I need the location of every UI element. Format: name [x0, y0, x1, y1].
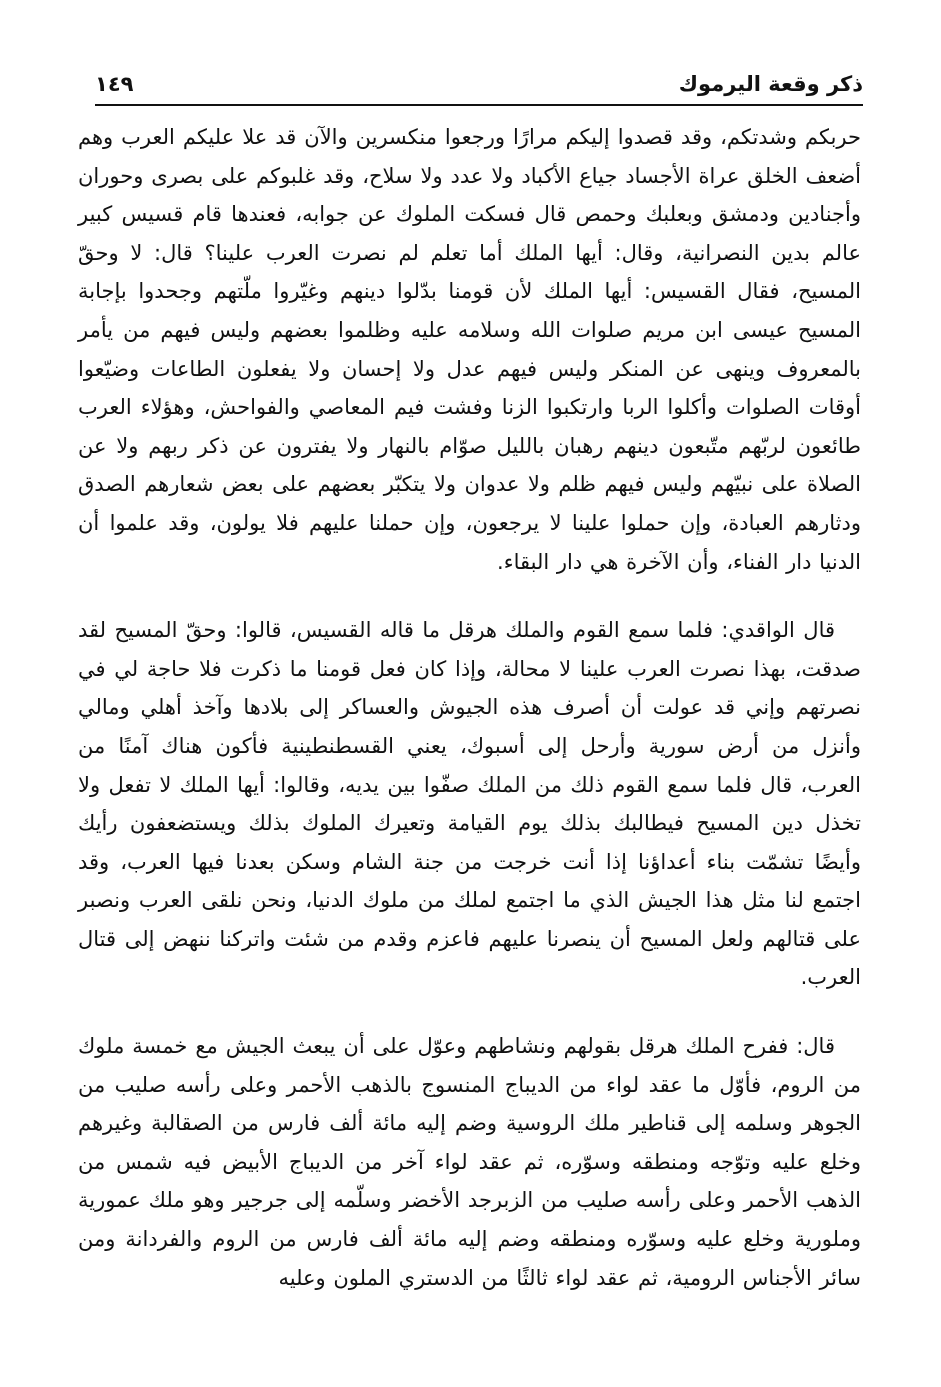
body-text [78, 118, 861, 1297]
page-number: ١٤٩ [95, 72, 134, 96]
paragraph-1: حربكم وشدتكم، وقد قصدوا إليكم مرارًا ورجعوا منكسرين والآن قد علا عليكم العرب وهم أضعف الخلق عراة الأجساد جياع الأكباد ولا عدد ولا سلاح، وقد غلبوكم على بصرى وحوران وأجنادين ودمشق وبعلبك وحمص قال فسكت الملوك عن جوابه، فعندها قام قسيس كبير عالم بدين النصرانية، وقال: أيها الملك أما تعلم لم نصرت العرب علينا؟ قال: لا وحقّ المسيح، فقال القسيس: أيها الملك لأن قومنا بدّلوا دينهم وغيّروا ملّتهم وجحدوا بإجابة المسيح عيسى ابن مريم صلوات الله وسلامه عليه وظلموا بعضهم وليس فيهم من يأمر بالمعروف وينهى عن المنكر وليس فيهم عدل ولا إحسان ولا يفعلون الطاعات وضيّعوا أوقات الصلوات وأكلوا الربا وارتكبوا الزنا وفشت فيم المعاصي والفواحش، وهؤلاء العرب طائعون لربّهم متّبعون دينهم رهبان بالليل صوّام بالنهار ولا يفترون عن ذكر ربهم ولا عن الصلاة على نبيّهم وليس فيهم ظلم ولا عدوان ولا يتكبّر بعضهم على بعض شعارهم الصدق ودثارهم العبادة، وإن حملوا علينا لا يرجعون، وإن حملنا عليهم فلا يولون، وقد علموا أن الدنيا دار الفناء، وأن الآخرة هي دار البقاء. [78, 125, 861, 574]
paragraph-2: قال الواقدي: فلما سمع القوم والملك هرقل ما قاله القسيس، قالوا: وحقّ المسيح لقد صدقت، بهذا نصرت العرب علينا لا محالة، وإذا كان فعل قومنا ما ذكرت فلا حاجة لي في نصرتهم وإني قد عولت أن أصرف هذه الجيوش والعساكر إلى بلادها وآخذ أهلي ومالي وأنزل من أرض سورية وأرحل إلى أسبوك، يعني القسطنطينية فأكون هناك آمنًا من العرب، قال فلما سمع القوم ذلك من الملك صفّوا بين يديه، وقالوا: أيها الملك لا تفعل ولا تخذل دين المسيح فيطالبك بذلك يوم القيامة وتعيرك الملوك بذلك ويستضعفون رأيك وأيضًا تشمّت بناء أعداؤنا إذا أنت خرجت من جنة الشام وسكن بعدنا فيها العرب، وقد اجتمع لنا مثل هذا الجيش الذي ما اجتمع لملك من ملوك الدنيا، ونحن نلقى العرب ونصبر على قتالهم ولعل المسيح أن ينصرنا عليهم فاعزم وقدم من شئت واتركنا ننهض إلى قتال العرب. [78, 618, 861, 990]
header-rule [95, 104, 863, 106]
running-head [95, 66, 863, 102]
chapter-title: ذكر وقعة اليرموك [678, 72, 863, 96]
paragraph-3: قال: ففرح الملك هرقل بقولهم ونشاطهم وعوّل على أن يبعث الجيش مع خمسة ملوك من الروم، فأوّل ما عقد لواء من الديباج المنسوج بالذهب الأحمر وعلى رأسه صليب من الجوهر وسلمه إلى قناطير ملك الروسية وضم إليه مائة ألف فارس من الصقالبة وغيرهم وخلع عليه وتوّجه ومنطقه وسوّره، ثم عقد لواء آخر من الديباج الأبيض فيه شمس من الذهب الأحمر وعلى رأسه صليب من الزبرجد الأخضر وسلّمه إلى جرجير وهو ملك عمورية وملورية وخلع عليه وسوّره ومنطقه وضم إليه مائة ألف فارس من الروم والفردانة ومن سائر الأجناس الرومية، ثم عقد لواء ثالثًا من الدستري الملون وعليه [78, 1034, 861, 1290]
